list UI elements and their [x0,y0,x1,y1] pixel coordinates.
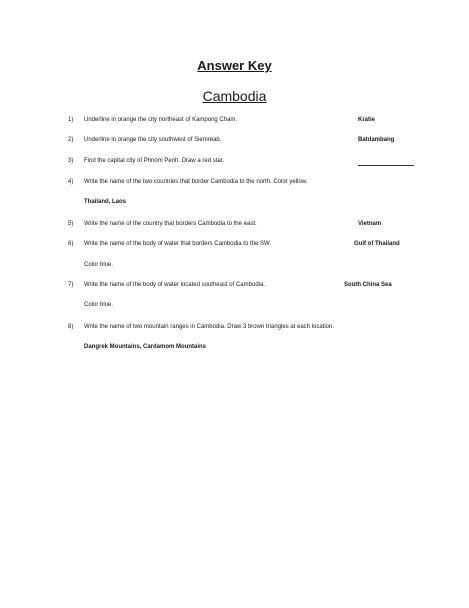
question-followup: Color blue. [84,302,114,308]
question-answer: South China Sea [344,282,392,288]
question-number: 7) [68,282,74,288]
question-number: 5) [68,221,74,227]
question-text: Find the capital city of Phnom Penh. Draw a red star. [84,158,225,164]
question-number: 8) [68,324,74,330]
question-number: 6) [68,241,74,247]
question-answer: Gulf of Thailand [354,241,400,247]
question-number: 3) [68,158,74,164]
question-text: Write the name of the body of water located southeast of Cambodia. [84,282,265,288]
question-followup: Color blue. [84,262,114,268]
question-text: Underline in orange the city southwest of Siemreab. [84,137,222,143]
question-answer: Batdambang [358,137,395,143]
answer-blank-line [358,165,414,166]
question-text: Underline in orange the city northeast of Kampong Cham. [84,117,238,123]
page-title: Answer Key [197,58,272,73]
question-answer: Vietnam [358,221,382,227]
question-answer: Thailand, Laos [84,199,127,205]
question-number: 2) [68,137,74,143]
question-text: Write the name of two mountain ranges in Cambodia. Draw 3 brown triangles at each location. [84,324,335,330]
question-answer: Dangrek Mountains, Cardamom Mountains [84,344,207,350]
question-text: Write the name of the country that borders Cambodia to the east. [84,221,257,227]
question-text: Write the name of the two countries that border Cambodia to the north. Color yellow. [84,179,308,185]
question-number: 4) [68,179,74,185]
question-number: 1) [68,117,74,123]
question-answer: Kratie [358,117,376,123]
question-text: Write the name of the body of water that borders Cambodia to the SW. [84,241,271,247]
page-subtitle: Cambodia [202,88,267,104]
